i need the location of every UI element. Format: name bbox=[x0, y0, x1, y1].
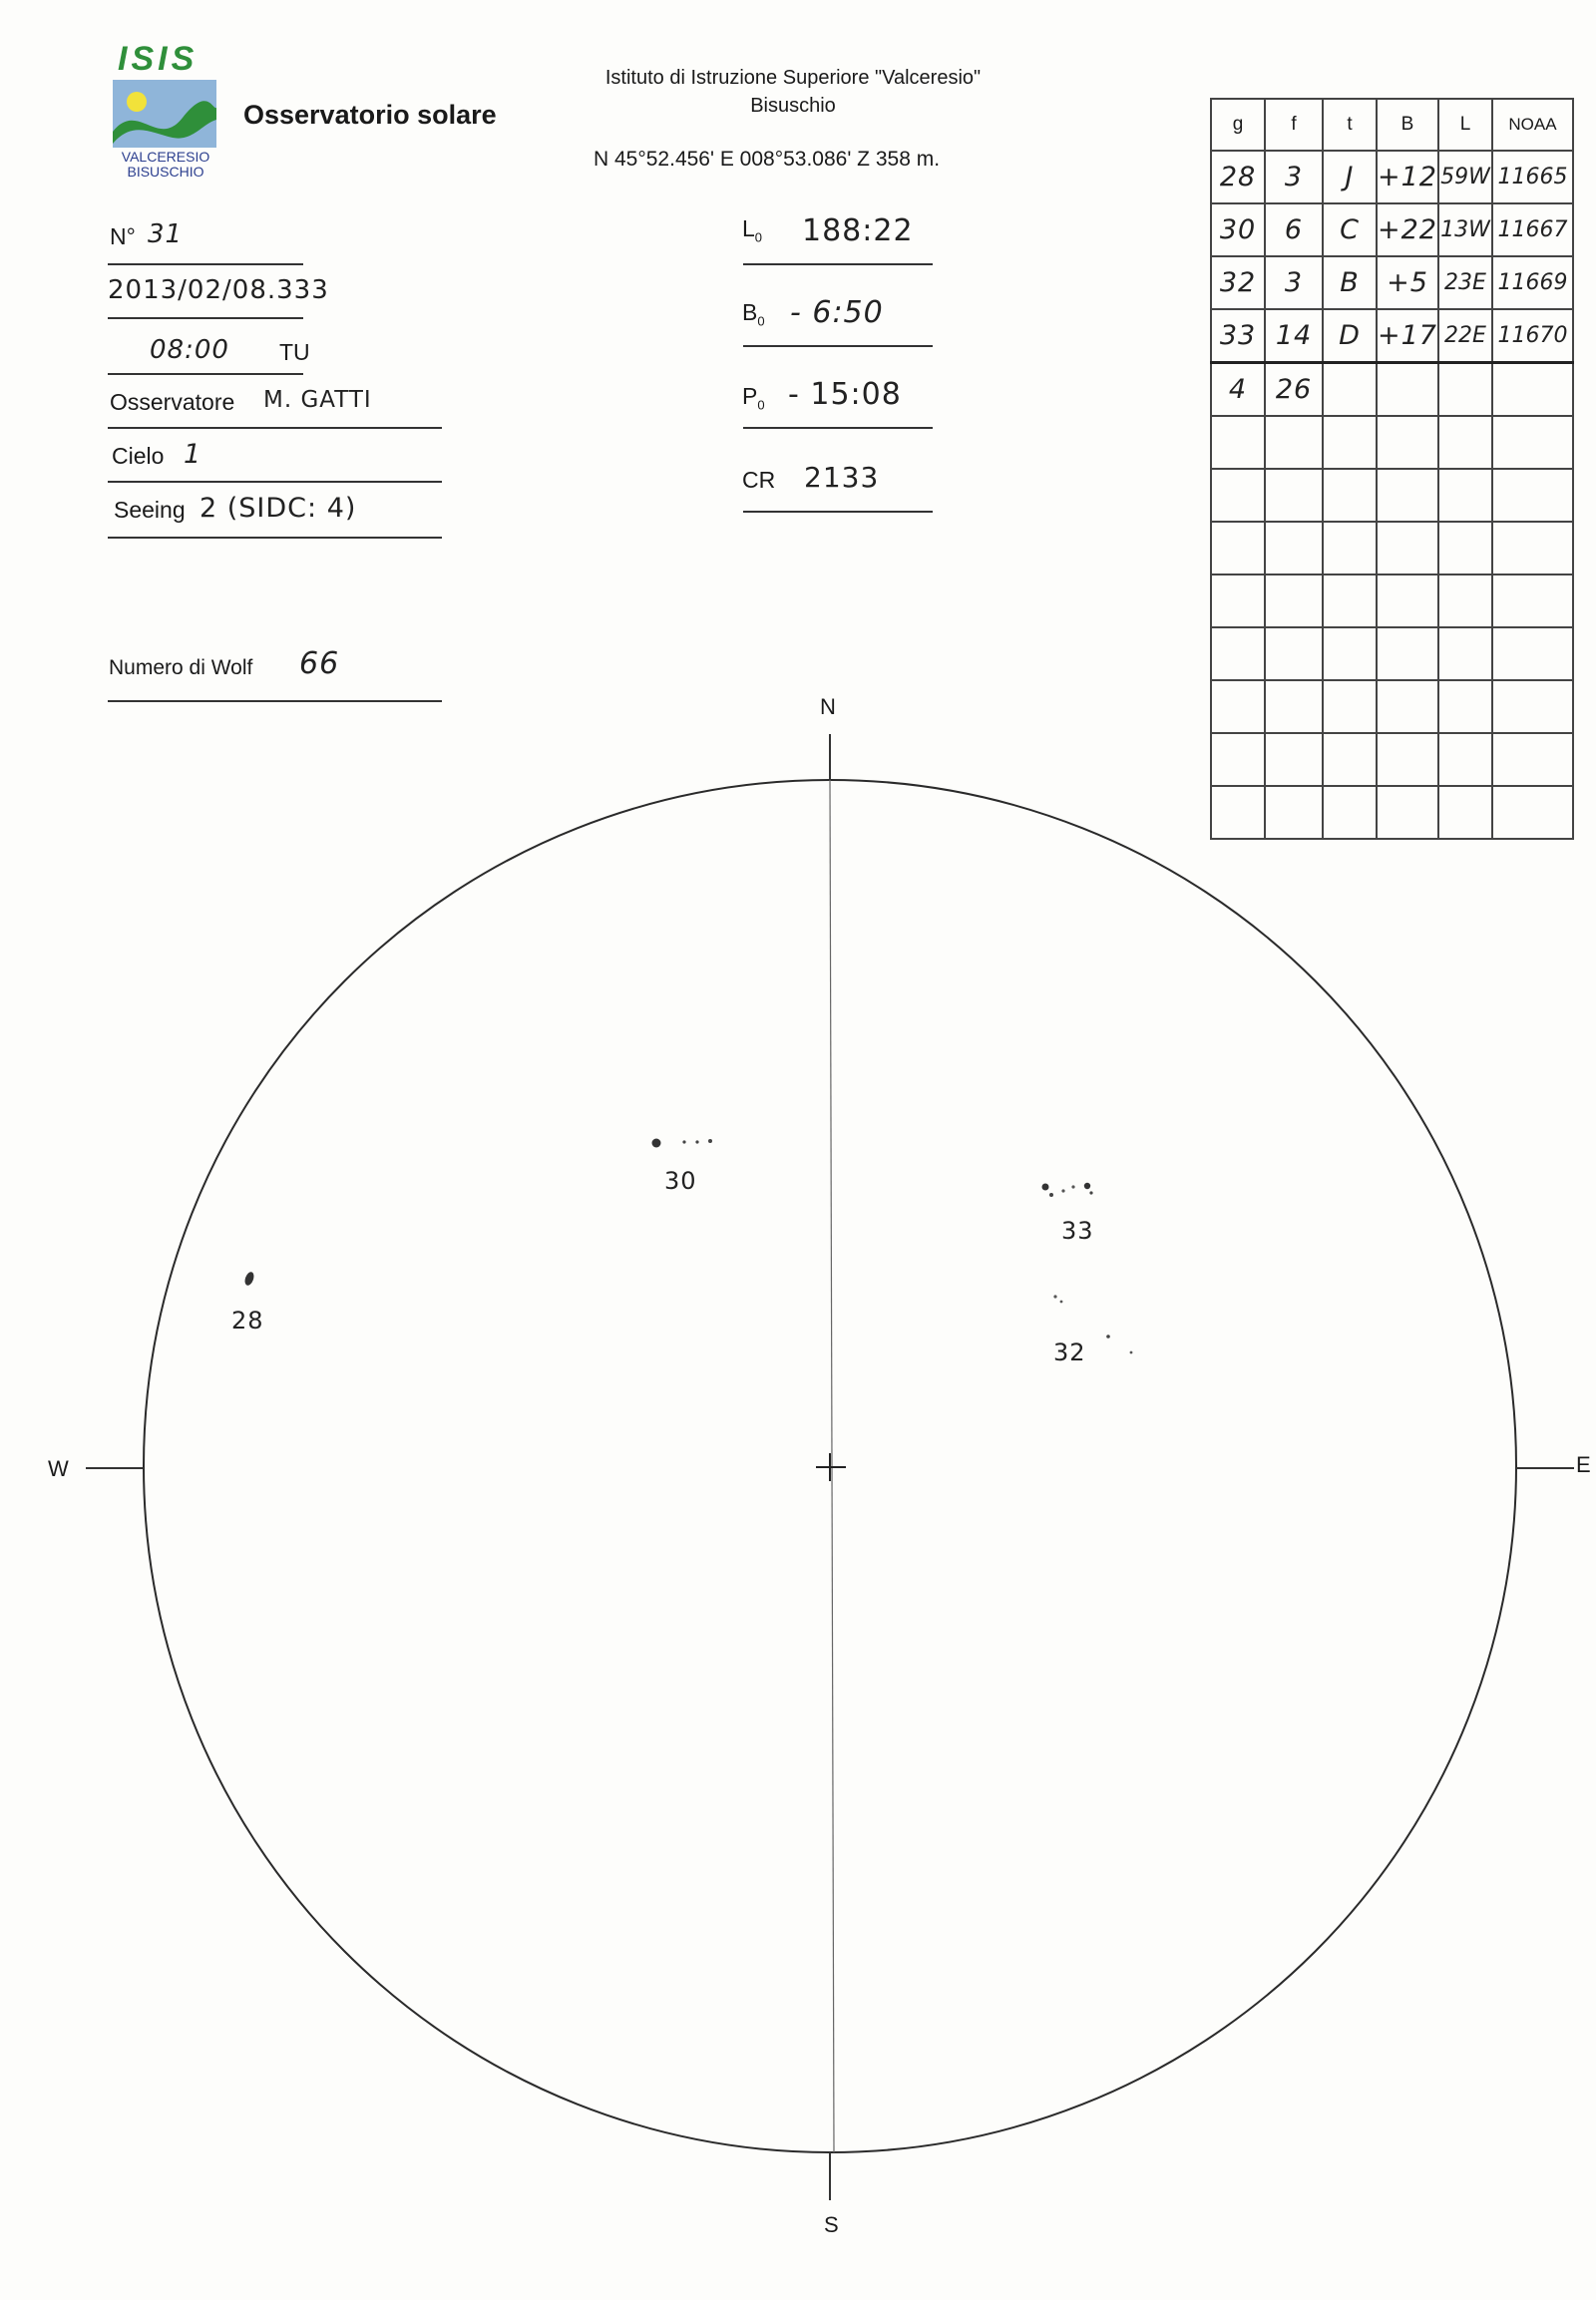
p0-value: - 15:08 bbox=[788, 377, 902, 412]
table-cell: B bbox=[1323, 256, 1377, 309]
logo-line2: BISUSCHIO bbox=[127, 164, 204, 180]
l0-value: 188:22 bbox=[802, 213, 914, 248]
table-cell: 13W bbox=[1438, 203, 1492, 256]
cr-value: 2133 bbox=[804, 461, 880, 494]
table-cell: D bbox=[1323, 309, 1377, 363]
observation-number: 31 bbox=[148, 219, 184, 249]
sunspot bbox=[1130, 1351, 1133, 1354]
group-label-33: 33 bbox=[1061, 1217, 1094, 1245]
table-cell: 6 bbox=[1265, 203, 1323, 256]
number-label: N° bbox=[110, 223, 136, 249]
sunspot bbox=[1084, 1183, 1090, 1189]
logo-brand: ISIS bbox=[118, 40, 199, 78]
seeing-value: 2 (SIDC: 4) bbox=[200, 493, 357, 524]
table-cell: 4 bbox=[1211, 363, 1265, 417]
table-cell: 11665 bbox=[1492, 151, 1573, 203]
sunspots-group-33 bbox=[1042, 1183, 1093, 1197]
sky-label: Cielo bbox=[112, 443, 165, 469]
table-cell: +17 bbox=[1377, 309, 1438, 363]
table-cell: 26 bbox=[1265, 363, 1323, 417]
observer-name: M. GATTI bbox=[263, 387, 372, 413]
table-cell: 3 bbox=[1265, 256, 1323, 309]
table-cell: 59W bbox=[1438, 151, 1492, 203]
south-label: S bbox=[824, 2212, 839, 2237]
table-cell: J bbox=[1323, 151, 1377, 203]
site-coordinates: N 45°52.456' E 008°53.086' Z 358 m. bbox=[594, 148, 941, 171]
table-cell: C bbox=[1323, 203, 1377, 256]
table-cell: 11667 bbox=[1492, 203, 1573, 256]
table-cell: +5 bbox=[1377, 256, 1438, 309]
observation-time: 08:00 bbox=[150, 335, 229, 365]
sunspot bbox=[1042, 1184, 1049, 1191]
group-label-30: 30 bbox=[664, 1167, 697, 1195]
logo-line1: VALCERESIO bbox=[121, 149, 210, 165]
table-cell: 11670 bbox=[1492, 309, 1573, 363]
b0-label: $B_0$ bbox=[742, 299, 765, 329]
table-cell: 22E bbox=[1438, 309, 1492, 363]
sky-value: 1 bbox=[184, 439, 202, 470]
table-cell: 33 bbox=[1211, 309, 1265, 363]
sunspot bbox=[1061, 1189, 1064, 1192]
sunspot bbox=[243, 1271, 255, 1287]
north-label: N bbox=[820, 694, 836, 719]
col-header: NOAA bbox=[1492, 99, 1573, 151]
cr-label: CR bbox=[742, 467, 776, 493]
observatory-title: Osservatorio solare bbox=[243, 100, 497, 130]
table-cell: 30 bbox=[1211, 203, 1265, 256]
table-cell: 32 bbox=[1211, 256, 1265, 309]
table-cell: 28 bbox=[1211, 151, 1265, 203]
west-label: W bbox=[48, 1456, 69, 1481]
observer-label: Osservatore bbox=[110, 389, 235, 415]
observation-date: 2013/02/08.333 bbox=[108, 275, 329, 305]
sunspot bbox=[1071, 1185, 1074, 1188]
sunspot bbox=[1053, 1295, 1056, 1298]
sunspot bbox=[682, 1140, 685, 1143]
sunspots-group-30 bbox=[652, 1139, 713, 1148]
table-cell: +12 bbox=[1377, 151, 1438, 203]
sunspot bbox=[1049, 1193, 1053, 1197]
institute-name: Istituto di Istruzione Superiore "Valceresio" bbox=[604, 67, 982, 89]
col-header: g bbox=[1211, 99, 1265, 151]
table-cell: +22 bbox=[1377, 203, 1438, 256]
east-label: E bbox=[1576, 1452, 1591, 1477]
sunspot bbox=[708, 1139, 712, 1143]
table-cell: 3 bbox=[1265, 151, 1323, 203]
institute-town: Bisuschio bbox=[750, 95, 836, 117]
wolf-label: Numero di Wolf bbox=[109, 656, 253, 679]
wolf-number: 66 bbox=[299, 646, 340, 681]
l0-label: $L_0$ bbox=[742, 215, 763, 245]
sunspot bbox=[652, 1139, 661, 1148]
sunspot bbox=[695, 1140, 698, 1143]
table-cell: 23E bbox=[1438, 256, 1492, 309]
col-header: t bbox=[1323, 99, 1377, 151]
sunspot bbox=[1089, 1191, 1092, 1194]
p0-label: $P_0$ bbox=[742, 383, 765, 413]
col-header: L bbox=[1438, 99, 1492, 151]
sunspots-group-28 bbox=[243, 1271, 255, 1287]
seeing-label: Seeing bbox=[114, 497, 186, 523]
col-header: f bbox=[1265, 99, 1323, 151]
sunspot bbox=[1060, 1301, 1063, 1304]
table-cell: 14 bbox=[1265, 309, 1323, 363]
col-header: B bbox=[1377, 99, 1438, 151]
sunspot bbox=[1106, 1335, 1110, 1339]
table-cell: 11669 bbox=[1492, 256, 1573, 309]
group-label-28: 28 bbox=[231, 1307, 264, 1335]
group-label-32: 32 bbox=[1053, 1339, 1086, 1366]
time-unit: TU bbox=[279, 339, 310, 365]
b0-value: - 6:50 bbox=[790, 295, 884, 330]
